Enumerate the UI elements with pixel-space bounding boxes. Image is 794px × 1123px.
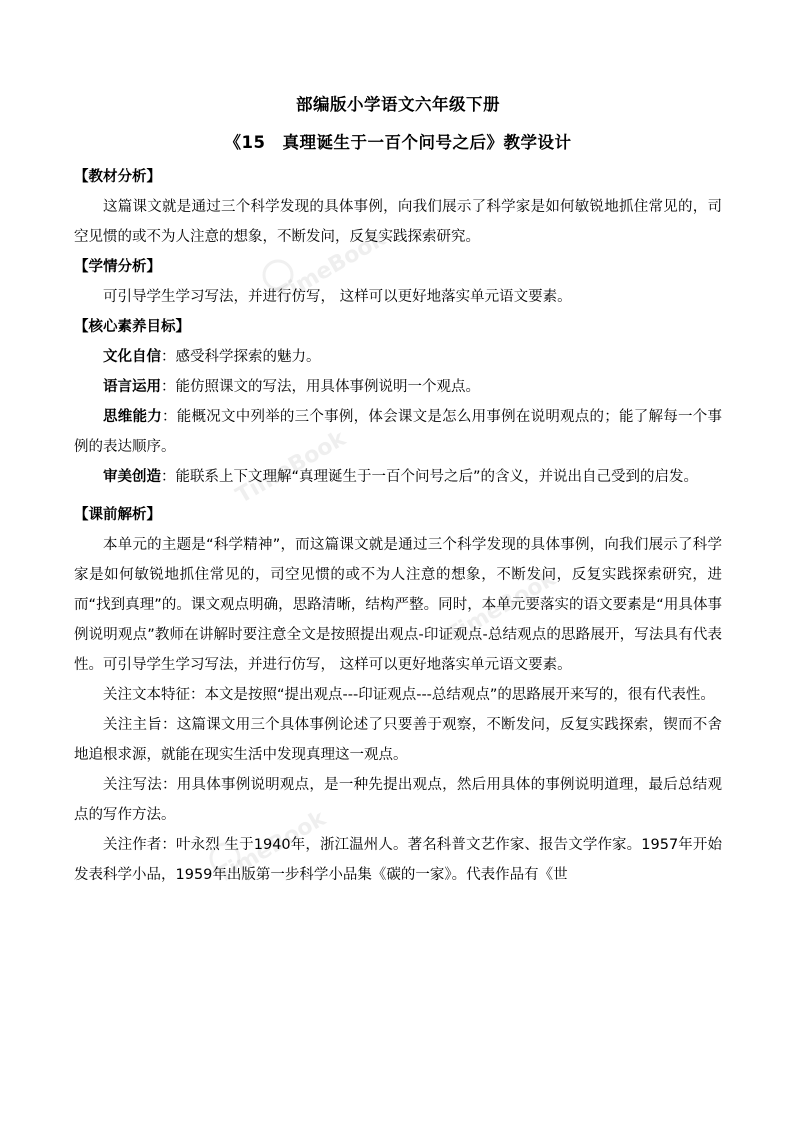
goal-label: 文化自信 (103, 349, 161, 365)
lesson-title: 《15 真理诞生于一百个问号之后》教学设计 (224, 133, 572, 152)
goal-label: 语言运用 (103, 379, 161, 395)
section-heading: 【核心素养目标】 (74, 319, 190, 335)
document-content (74, 92, 722, 890)
goal-item (74, 402, 722, 462)
section-heading: 【学情分析】 (74, 259, 161, 275)
section-preclass-analysis (74, 500, 722, 890)
watermark: TimeBook (441, 566, 561, 649)
goal-text: ：能仿照课文的写法，用具体事例说明一个观点。 (161, 379, 480, 395)
paragraph: 关注写法：用具体事例说明观点，是一种先提出观点，然后用具体的事例说明道理，最后总结观点的写作方法。 (74, 777, 722, 823)
goal-text: ：能联系上下文理解“真理诞生于一百个问号之后”的含义，并说出自己受到的启发。 (161, 469, 699, 485)
goal-text: ：能概况文中列举的三个事例，体会课文是怎么用事例在说明观点的；能了解每一个事例的表达顺序。 (74, 409, 723, 455)
document-title: 部编版小学语文六年级下册 (296, 95, 500, 114)
section-heading: 【课前解析】 (74, 507, 161, 523)
goal-item (74, 342, 722, 372)
paragraph: 可引导学生学习写法，并进行仿写， 这样可以更好地落实单元语文要素。 (103, 289, 572, 305)
paragraph: 这篇课文就是通过三个科学发现的具体事例，向我们展示了科学家是如何敏锐地抓住常见的，司空见惯的或不为人注意的想象，不断发问，反复实践探索研究。 (74, 199, 722, 245)
goal-label: 思维能力 (103, 409, 162, 425)
watermark: TimeBook (211, 806, 331, 889)
goal-item (74, 372, 722, 402)
goal-text: ：感受科学探索的魅力。 (161, 349, 321, 365)
goal-label: 审美创造 (103, 469, 161, 485)
section-heading: 【教材分析】 (74, 169, 161, 185)
watermark: TimeBook (271, 226, 391, 309)
paragraph: 关注文本特征：本文是按照“提出观点---印证观点---总结观点”的思路展开来写的，很有代表性。 (103, 687, 715, 703)
section-core-goals (74, 312, 722, 492)
section-textbook-analysis (74, 162, 722, 252)
paragraph: 关注主旨：这篇课文用三个具体事例论述了只要善于观察，不断发问，反复实践探索，锲而不舍地追根求源，就能在现实生活中发现真理这一观点。 (74, 717, 722, 763)
goal-item (74, 462, 722, 492)
paragraph: 关注作者：叶永烈 生于1940年，浙江温州人。著名科普文艺作家、报告文学作家。1957年开始发表科学小品，1959年出版第一步科学小品集《碳的一家》。代表作品有《世 (74, 837, 722, 883)
paragraph: 本单元的主题是“科学精神”，而这篇课文就是通过三个科学发现的具体事例，向我们展示了科学家是如何敏锐地抓住常见的，司空见惯的或不为人注意的想象，不断发问，反复实践探索研究，进而“找到真理”的。课文观点明确，思路清晰，结构严整。同时，本单元要落实的语文要素是“用具体事例说明观点”教师在讲解时要注意全文是按照提出观点-印证观点-总结观点的思路展开，写法具有代表性。可引导学生学习写法，并进行仿写， 这样可以更好地落实单元语文要素。 (74, 537, 722, 673)
section-student-analysis (74, 252, 722, 312)
watermark: TimeBook (231, 426, 351, 509)
